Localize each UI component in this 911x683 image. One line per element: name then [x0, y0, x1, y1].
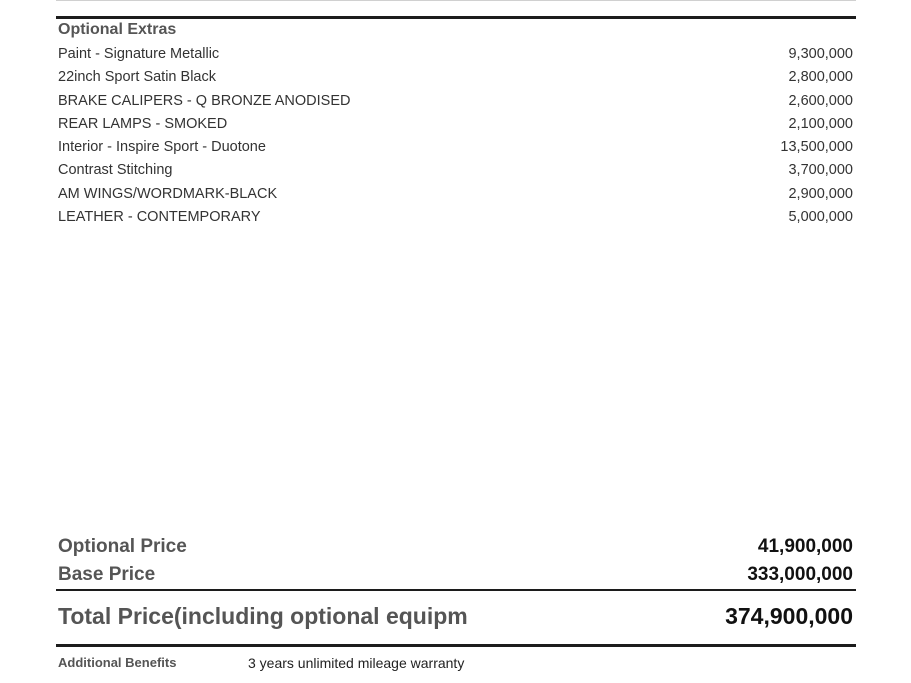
summary-divider	[56, 589, 856, 591]
top-divider-light	[56, 0, 856, 1]
list-item	[58, 67, 854, 90]
item-name: Interior - Inspire Sport - Duotone	[58, 139, 266, 156]
total-price-label: Total Price(including optional equipm	[58, 603, 468, 629]
list-item	[58, 44, 854, 67]
item-name: 22inch Sport Satin Black	[58, 69, 216, 86]
optional-price-row	[58, 536, 853, 558]
item-name: LEATHER - CONTEMPORARY	[58, 209, 261, 226]
list-item	[58, 114, 854, 137]
item-price: 13,500,000	[780, 139, 853, 156]
base-price-label: Base Price	[58, 564, 156, 585]
item-name: AM WINGS/WORDMARK-BLACK	[58, 185, 278, 202]
list-item	[58, 91, 854, 114]
additional-benefits-value: 3 years unlimited mileage warranty	[248, 655, 465, 671]
base-price-row	[58, 564, 853, 586]
base-price-value: 333,000,000	[747, 564, 853, 585]
list-item	[58, 137, 854, 160]
item-name: REAR LAMPS - SMOKED	[58, 115, 228, 132]
item-price: 2,800,000	[788, 69, 853, 86]
item-price: 3,700,000	[788, 162, 853, 179]
total-price-value: 374,900,000	[725, 603, 853, 629]
optional-extras-list	[58, 44, 854, 230]
item-price: 9,300,000	[788, 46, 853, 62]
section-title: Optional Extras	[58, 21, 177, 38]
optional-price-label: Optional Price	[58, 536, 187, 557]
total-price-row	[58, 603, 853, 630]
item-price: 2,100,000	[788, 115, 853, 132]
item-name: Contrast Stitching	[58, 162, 173, 179]
item-price: 2,900,000	[788, 185, 853, 202]
item-name: BRAKE CALIPERS - Q BRONZE ANODISED	[58, 92, 351, 109]
item-price: 5,000,000	[788, 209, 853, 226]
item-price: 2,600,000	[788, 92, 853, 109]
item-name: Paint - Signature Metallic	[58, 46, 220, 62]
additional-benefits-label: Additional Benefits	[58, 655, 177, 670]
list-item	[58, 184, 854, 207]
top-divider	[56, 16, 856, 19]
optional-price-value: 41,900,000	[757, 536, 853, 557]
list-item	[58, 160, 854, 183]
bottom-divider	[56, 644, 856, 647]
list-item	[58, 207, 854, 230]
